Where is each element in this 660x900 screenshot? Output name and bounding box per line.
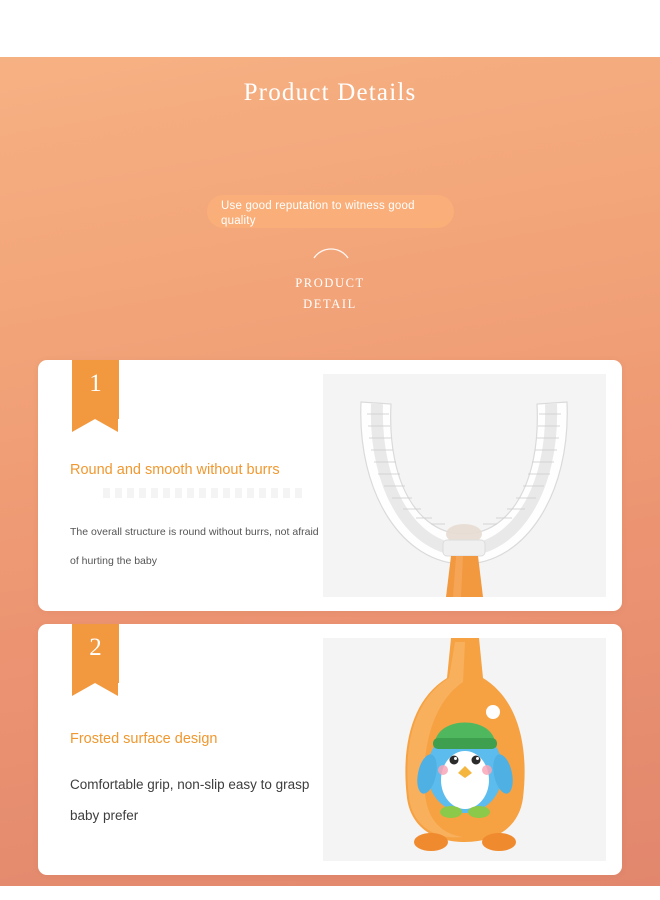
eyebrow-line-1: PRODUCT — [295, 276, 365, 290]
arc-divider-icon — [313, 245, 349, 259]
feature-body: The overall structure is round without burrs, not afraid of hurting the baby — [70, 526, 319, 567]
banner — [0, 57, 660, 886]
feature-heading: Frosted surface design — [70, 731, 218, 747]
feature-card — [38, 624, 622, 875]
watermark-strip — [103, 488, 303, 498]
feature-image-penguin-handle — [323, 638, 606, 861]
feature-card — [38, 360, 622, 611]
feature-number-badge: 1 — [72, 360, 119, 419]
subtitle-text: Use good reputation to witness good quality — [221, 200, 415, 227]
feature-image-u-brush — [323, 374, 606, 597]
subtitle-pill — [207, 195, 454, 228]
page-title: Product Details — [243, 79, 417, 106]
feature-heading: Round and smooth without burrs — [70, 462, 280, 478]
eyebrow-line-2: DETAIL — [303, 297, 357, 311]
eyebrow-label — [0, 273, 660, 315]
feature-number-badge: 2 — [72, 624, 119, 683]
feature-body: Comfortable grip, non-slip easy to grasp baby prefer — [70, 777, 310, 823]
